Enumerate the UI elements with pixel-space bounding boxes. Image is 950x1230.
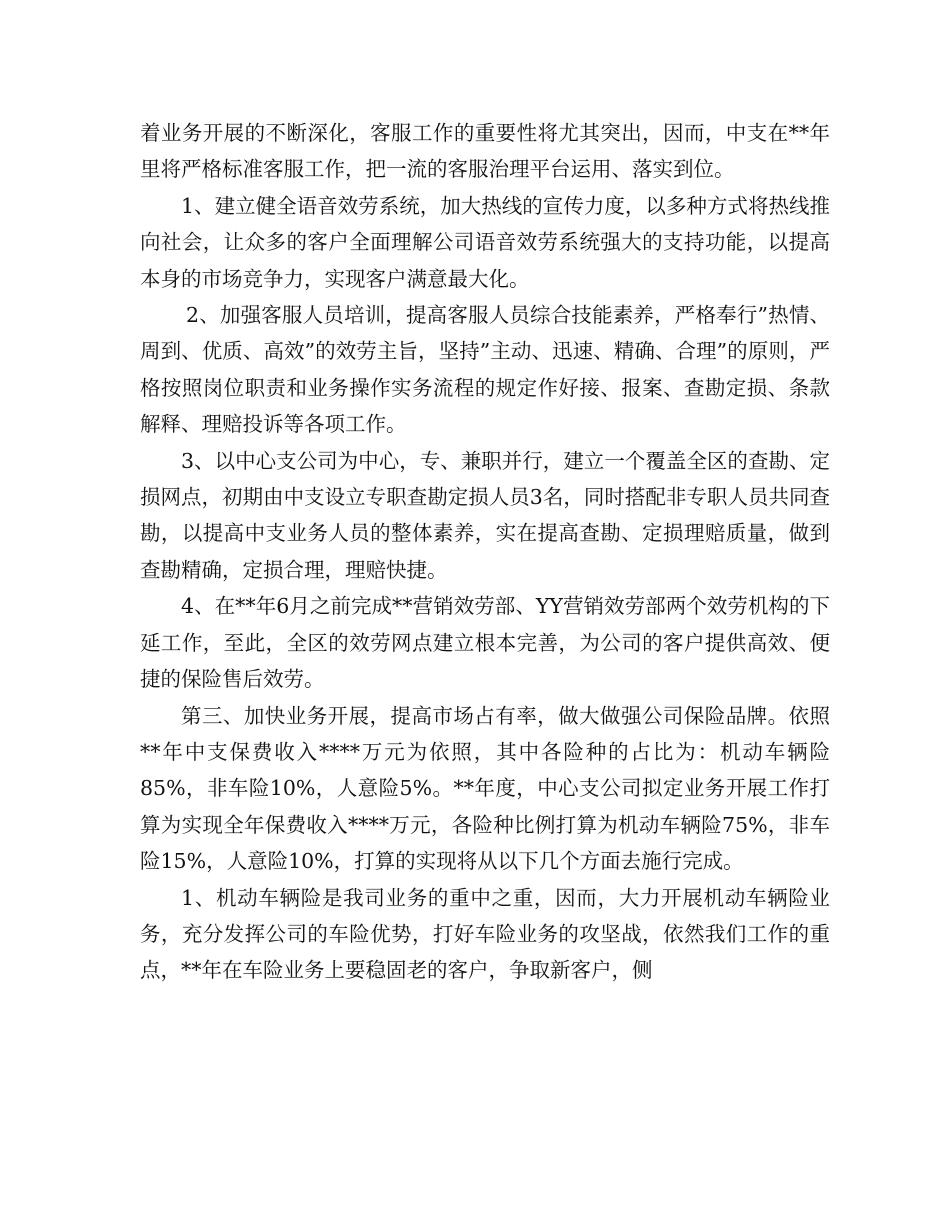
paragraph-motor-insurance: 1、机动车辆险是我司业务的重中之重，因而，大力开展机动车辆险业务，充分发挥公司的车险优势，打好车险业务的攻坚战，依然我们工作的重点，**年在车险业务上要稳固老的客户，争取新客户，侧 — [140, 885, 830, 983]
paragraph-continuation: 着业务开展的不断深化，客服工作的重要性将尤其突出，因而，中支在**年里将严格标准客服工作，把一流的客服治理平台运用、落实到位。 — [140, 121, 830, 182]
paragraph-survey-network: 3、以中心支公司为中心，专、兼职并行，建立一个覆盖全区的查勘、定损网点，初期由中支设立专职查勘定损人员3名，同时搭配非专职人员共同查勘，以提高中支业务人员的整体素养，实在提高查勘、定损理赔质量，做到查勘精确，定损合理，理赔快捷。 — [140, 448, 830, 582]
paragraph-voice-service: 1、建立健全语音效劳系统，加大热线的宣传力度，以多种方式将热线推向社会，让众多的客户全面理解公司语音效劳系统强大的支持功能，以提高本身的市场竞争力，实现客户满意最大化。 — [140, 193, 830, 291]
paragraph-staff-training: 2、加强客服人员培训，提高客服人员综合技能素养，严格奉行”热情、周到、优质、高效”的效劳主旨，坚持”主动、迅速、精确、合理”的原则，严格按照岗位职责和业务操作实务流程的规定作好接、报案、查勘定损、条款解释、理赔投诉等各项工作。 — [140, 303, 830, 437]
paragraph-service-outlets: 4、在**年6月之前完成**营销效劳部、YY营销效劳部两个效劳机构的下延工作，至此，全区的效劳网点建立根本完善，为公司的客户提供高效、便捷的保险售后效劳。 — [140, 594, 830, 692]
document-body — [140, 115, 830, 989]
paragraph-business-expansion: 第三、加快业务开展，提高市场占有率，做大做强公司保险品牌。依照**年中支保费收入****万元为依照，其中各险种的占比为：机动车辆险85%，非车险10%，人意险5%。**年度，中心支公司拟定业务开展工作打算为实现全年保费收入****万元，各险种比例打算为机动车辆险75%，非车险15%，人意险10%，打算的实现将从以下几个方面去施行完成。 — [140, 703, 830, 874]
